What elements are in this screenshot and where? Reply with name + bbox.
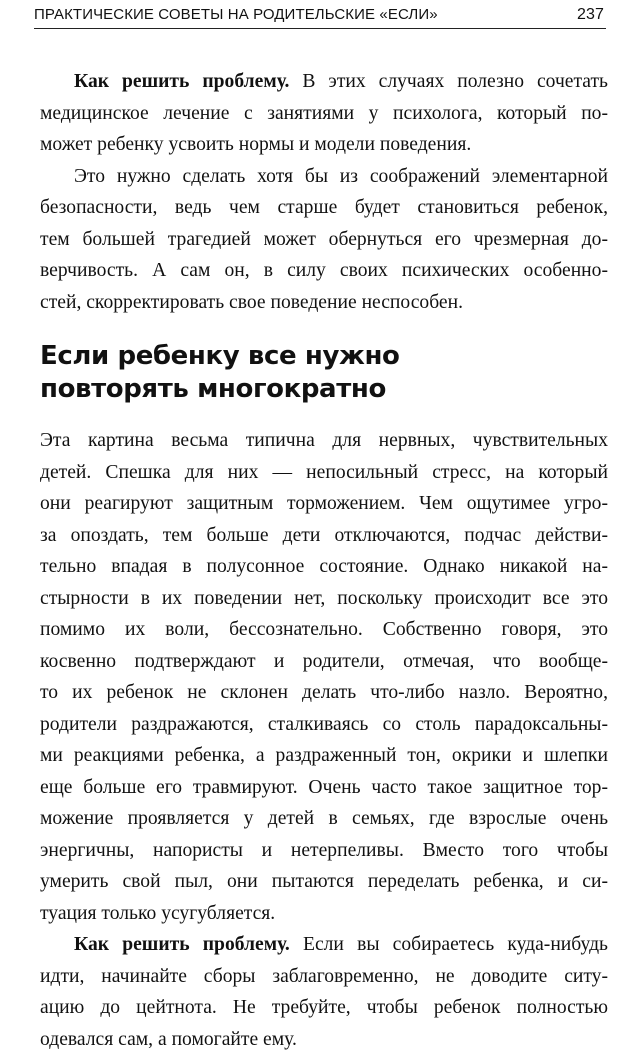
- paragraph-line: безопасности, ведь чем старше будет становиться ребенок,: [40, 192, 608, 224]
- paragraph-line: верчивость. А сам он, в силу своих психических особенно-: [40, 255, 608, 287]
- paragraph-line: ми реакциями ребенка, а раздраженный тон, окрики и шлепки: [40, 740, 608, 772]
- paragraph-line: туация только усугубляется.: [40, 898, 608, 930]
- paragraph-line: умерить свой пыл, они пытаются переделать ребенка, и си-: [40, 866, 608, 898]
- paragraph-line: стей, скорректировать свое поведение неспособен.: [40, 287, 608, 319]
- paragraph-line: идти, начинайте сборы заблаговременно, не доводите ситу-: [40, 961, 608, 993]
- section-heading-line: повторять многократно: [40, 373, 400, 406]
- section-heading-line: Если ребенку все нужно: [40, 340, 400, 373]
- paragraph-line: детей. Спешка для них — непосильный стресс, на который: [40, 457, 608, 489]
- section1-text: [40, 66, 608, 318]
- run-in-heading: Как решить проблему.: [74, 71, 289, 92]
- paragraph-line: они реагируют защитным торможением. Чем ощутимее угро-: [40, 488, 608, 520]
- paragraph-line: Эта картина весьма типична для нервных, чувствительных: [40, 425, 608, 457]
- paragraph-line: Как решить проблему. В этих случаях полезно сочетать: [40, 66, 608, 98]
- paragraph-line: может ребенку усвоить нормы и модели поведения.: [40, 129, 608, 161]
- running-head: [34, 2, 606, 29]
- paragraph-line: родители раздражаются, сталкиваясь со столь парадоксальны-: [40, 709, 608, 741]
- paragraph-line: Это нужно сделать хотя бы из соображений элементарной: [40, 161, 608, 193]
- paragraph-line: медицинское лечение с занятиями у психолога, который по-: [40, 98, 608, 130]
- paragraph-line: энергичны, напористы и нетерпеливы. Вместо того чтобы: [40, 835, 608, 867]
- paragraph-line: то их ребенок не склонен делать что-либо назло. Вероятно,: [40, 677, 608, 709]
- paragraph-line: стырности в их поведении нет, поскольку происходит все это: [40, 583, 608, 615]
- paragraph-line: тем большей трагедией может обернуться его чрезмерная до-: [40, 224, 608, 256]
- paragraph-line: одевался сам, а помогайте ему.: [40, 1024, 608, 1055]
- paragraph-line: за опоздать, тем больше дети отключаются, подчас действи-: [40, 520, 608, 552]
- paragraph-line: ацию до цейтнота. Не требуйте, чтобы ребенок полностью: [40, 992, 608, 1024]
- paragraph-line: еще больше его травмируют. Очень часто такое защитное тор-: [40, 772, 608, 804]
- paragraph-line: помимо их воли, бессознательно. Собственно говоря, это: [40, 614, 608, 646]
- page-number: 237: [577, 2, 604, 28]
- run-in-heading: Как решить проблему.: [74, 934, 290, 955]
- paragraph-line: косвенно подтверждают и родители, отмечая, что вообще-: [40, 646, 608, 678]
- section2-text: [40, 425, 608, 1055]
- paragraph-line: можение проявляется у детей в семьях, где взрослые очень: [40, 803, 608, 835]
- running-head-title: ПРАКТИЧЕСКИЕ СОВЕТЫ НА РОДИТЕЛЬСКИЕ «ЕСЛИ»: [34, 2, 438, 28]
- section-heading: [40, 340, 400, 406]
- paragraph-line: Как решить проблему. Если вы собираетесь куда-нибудь: [40, 929, 608, 961]
- paragraph-line: тельно впадая в полусонное состояние. Однако никакой на-: [40, 551, 608, 583]
